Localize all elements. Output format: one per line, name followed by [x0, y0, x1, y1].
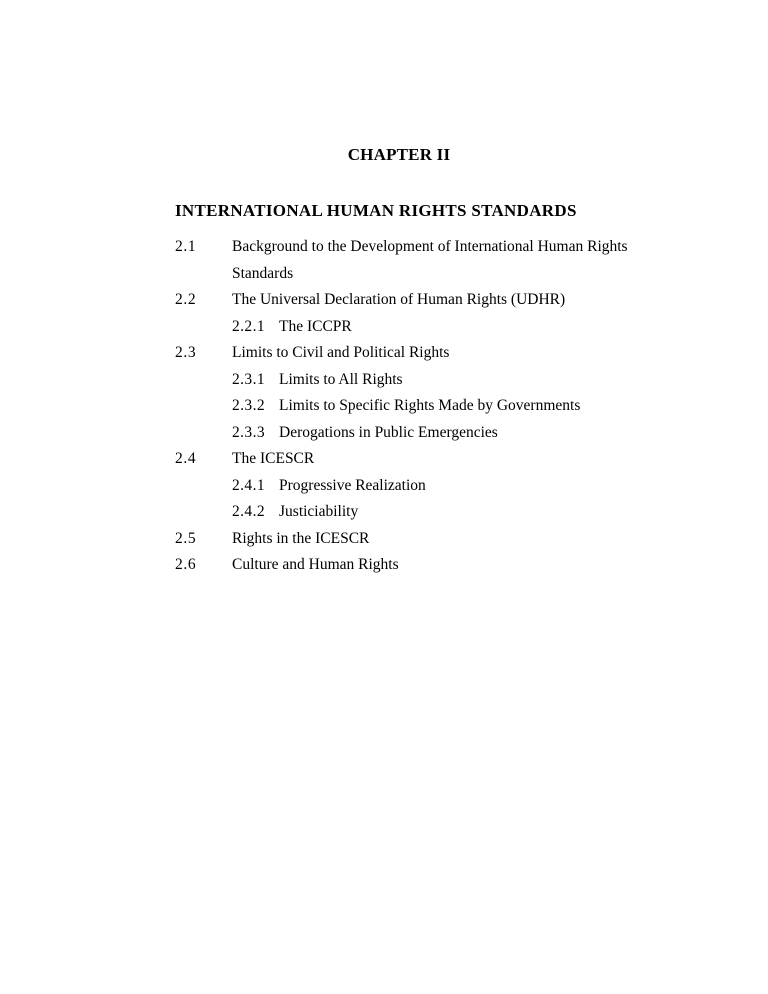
toc-number: 2.4 [175, 450, 197, 467]
toc-number: 2.4.1 [232, 476, 265, 494]
toc-number: 2.2.1 [232, 317, 265, 335]
toc-entry-2-3 [175, 340, 695, 367]
toc-entry-2-5 [175, 526, 695, 553]
toc-entry-2-4-1 [175, 473, 695, 500]
toc-number: 2.2 [175, 291, 197, 308]
toc-number: 2.3.3 [232, 423, 265, 441]
chapter-title: INTERNATIONAL HUMAN RIGHTS STANDARDS [175, 201, 577, 220]
toc-entry-2-3-2 [175, 393, 695, 420]
toc-number: 2.6 [175, 556, 197, 573]
toc-title: Derogations in Public Emergencies [279, 423, 498, 441]
toc-entry-2-2 [175, 287, 695, 314]
toc-title: Rights in the ICESCR [232, 529, 370, 547]
toc-title: Justiciability [279, 503, 359, 520]
toc-number: 2.4.2 [232, 503, 265, 520]
toc-title: Limits to All Rights [279, 370, 403, 388]
toc-title: The ICESCR [232, 450, 315, 467]
toc-title: Limits to Specific Rights Made by Governments [279, 397, 581, 414]
toc-entry-2-4 [175, 446, 695, 473]
toc-number: 2.3.2 [232, 397, 265, 414]
toc-title: Progressive Realization [279, 476, 426, 494]
toc-title: The Universal Declaration of Human Rights (UDHR) [232, 291, 566, 308]
toc-title: Limits to Civil and Political Rights [232, 344, 450, 361]
toc-title: The ICCPR [279, 317, 352, 335]
toc-entry-2-3-3 [175, 420, 695, 447]
toc-number: 2.3.1 [232, 370, 265, 388]
toc-entry-2-1 [175, 234, 695, 287]
toc-title: Culture and Human Rights [232, 556, 399, 573]
table-of-contents [175, 234, 695, 579]
toc-number: 2.3 [175, 344, 197, 361]
toc-number: 2.5 [175, 529, 197, 547]
toc-entry-2-6 [175, 552, 695, 579]
toc-entry-2-4-2 [175, 499, 695, 526]
toc-entry-2-3-1 [175, 367, 695, 394]
toc-title: Background to the Development of International Human Rights Standards [232, 238, 628, 282]
toc-number: 2.1 [175, 238, 197, 255]
toc-entry-2-2-1 [175, 314, 695, 341]
chapter-label: CHAPTER II [347, 145, 451, 164]
